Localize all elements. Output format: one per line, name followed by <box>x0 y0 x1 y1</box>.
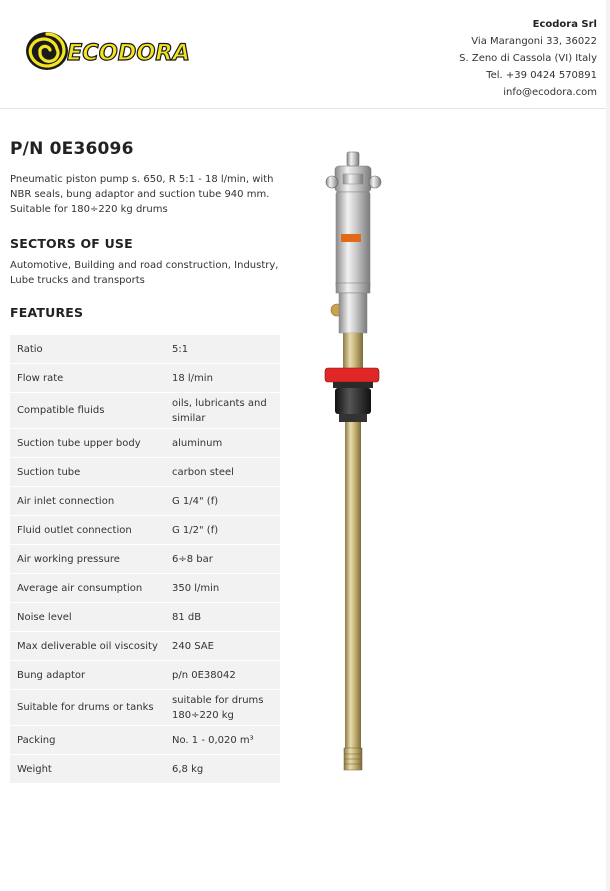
company-address-line2: S. Zeno di Cassola (VI) Italy <box>459 53 597 64</box>
table-row <box>10 545 280 574</box>
page-right-edge <box>606 0 610 891</box>
logo-wordmark: ECODORA <box>67 41 190 66</box>
pump-product-image <box>315 148 395 778</box>
feature-label: Air inlet connection <box>10 487 165 516</box>
part-number-title: P/N 0E36096 <box>10 139 134 159</box>
feature-label: Packing <box>10 726 165 755</box>
features-table <box>10 335 280 784</box>
feature-value: 5:1 <box>165 335 280 364</box>
table-row <box>10 487 280 516</box>
feature-value: 81 dB <box>165 603 280 632</box>
feature-value: G 1/2" (f) <box>165 516 280 545</box>
feature-label: Suction tube <box>10 458 165 487</box>
ecodora-logo <box>24 28 194 74</box>
feature-label: Fluid outlet connection <box>10 516 165 545</box>
feature-label: Ratio <box>10 335 165 364</box>
feature-label: Air working pressure <box>10 545 165 574</box>
company-address-line1: Via Marangoni 33, 36022 <box>471 36 597 47</box>
feature-value: 18 l/min <box>165 364 280 393</box>
company-email[interactable]: info@ecodora.com <box>503 87 597 98</box>
table-row <box>10 690 280 726</box>
table-row <box>10 335 280 364</box>
feature-value: 350 l/min <box>165 574 280 603</box>
feature-label: Suitable for drums or tanks <box>10 690 165 726</box>
table-row <box>10 393 280 429</box>
page-header <box>0 0 610 109</box>
table-row <box>10 364 280 393</box>
table-row <box>10 516 280 545</box>
sectors-text: Automotive, Building and road construction, Industry, Lube trucks and transports <box>10 260 279 286</box>
feature-value: suitable for drums 180÷220 kg <box>165 690 280 726</box>
table-row <box>10 574 280 603</box>
feature-value: G 1/4" (f) <box>165 487 280 516</box>
table-row <box>10 661 280 690</box>
spiral-icon <box>26 32 68 70</box>
feature-value: 6,8 kg <box>165 755 280 784</box>
company-name: Ecodora Srl <box>532 19 597 30</box>
table-row <box>10 603 280 632</box>
feature-value: p/n 0E38042 <box>165 661 280 690</box>
feature-label: Flow rate <box>10 364 165 393</box>
feature-label: Bung adaptor <box>10 661 165 690</box>
sectors-heading: SECTORS OF USE <box>10 236 133 251</box>
company-contact <box>459 16 597 101</box>
features-heading: FEATURES <box>10 305 84 320</box>
table-row <box>10 458 280 487</box>
feature-label: Compatible fluids <box>10 393 165 429</box>
feature-value: aluminum <box>165 429 280 458</box>
feature-value: oils, lubricants and similar <box>165 393 280 429</box>
feature-label: Suction tube upper body <box>10 429 165 458</box>
feature-label: Average air consumption <box>10 574 165 603</box>
table-row <box>10 429 280 458</box>
feature-label: Noise level <box>10 603 165 632</box>
table-row <box>10 726 280 755</box>
table-row <box>10 755 280 784</box>
product-description: Pneumatic piston pump s. 650, R 5:1 - 18 l/min, with NBR seals, bung adaptor and suction tube 940 mm. Suitable for 180÷220 kg drums <box>10 174 274 215</box>
feature-label: Max deliverable oil viscosity <box>10 632 165 661</box>
table-row <box>10 632 280 661</box>
feature-value: 6÷8 bar <box>165 545 280 574</box>
feature-value: No. 1 - 0,020 m³ <box>165 726 280 755</box>
feature-value: carbon steel <box>165 458 280 487</box>
feature-value: 240 SAE <box>165 632 280 661</box>
company-phone: Tel. +39 0424 570891 <box>486 70 597 81</box>
feature-label: Weight <box>10 755 165 784</box>
